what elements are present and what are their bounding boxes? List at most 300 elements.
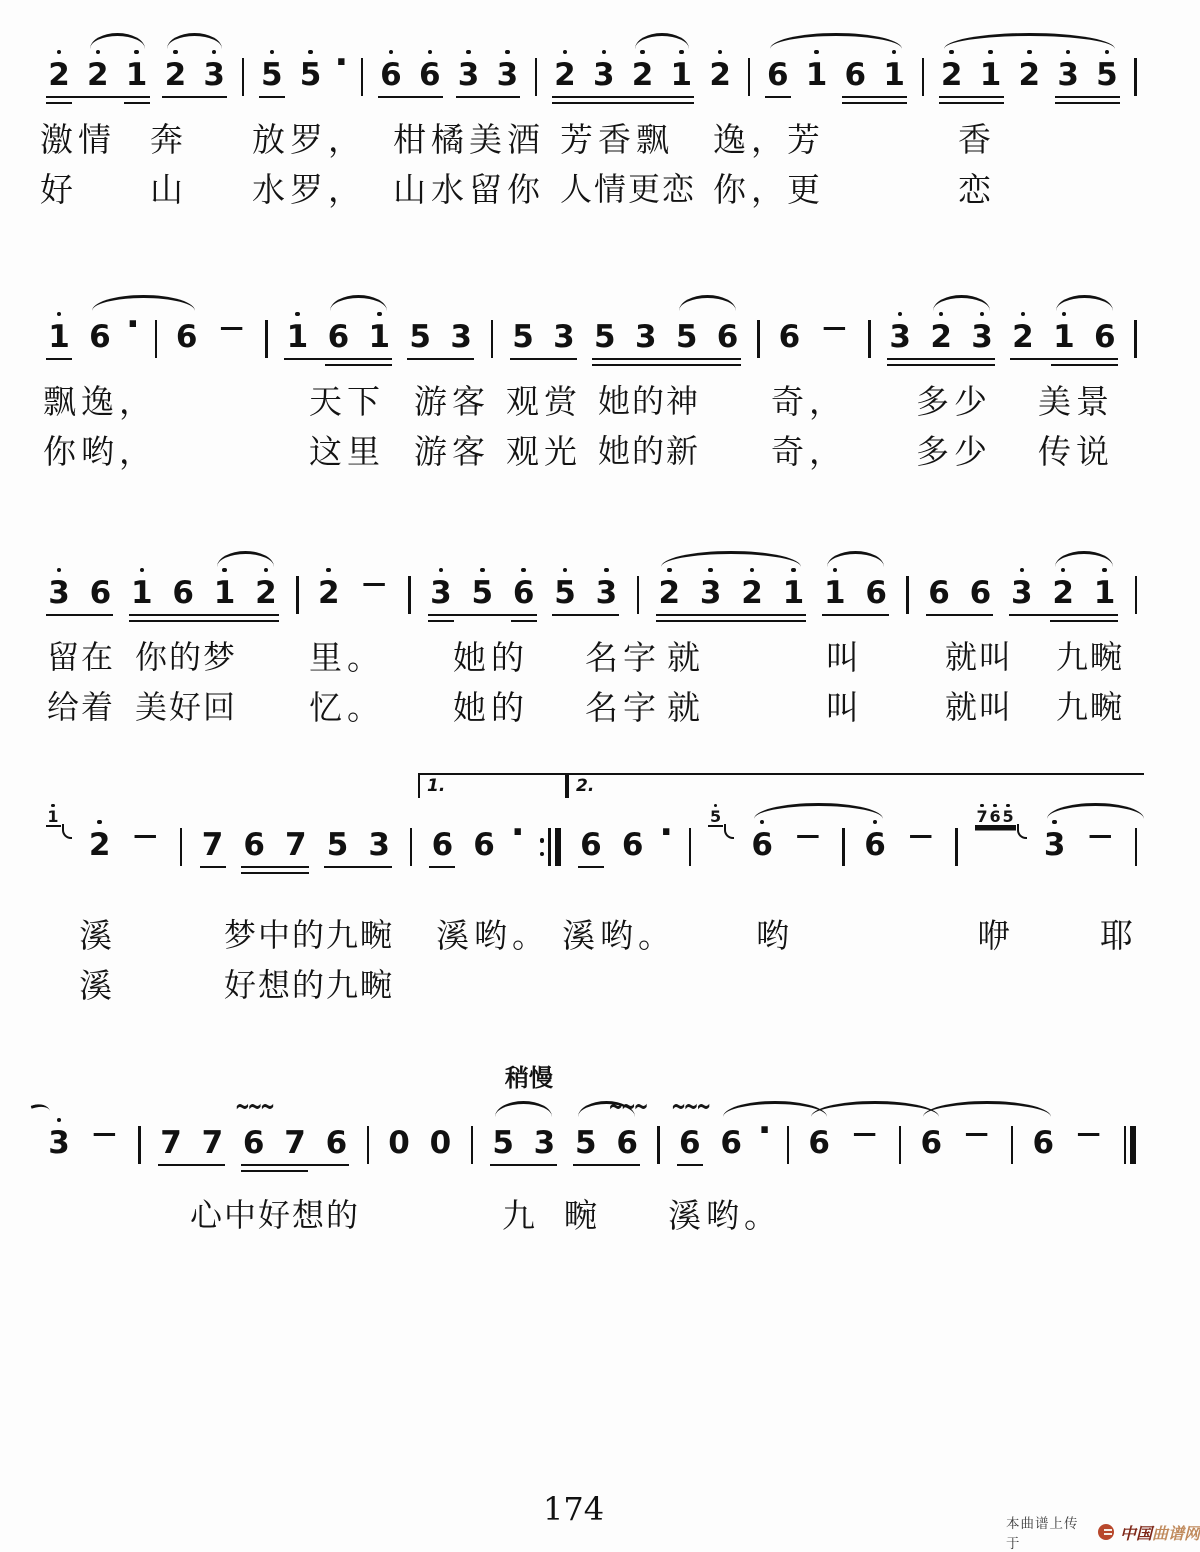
- lyric-syllable: 你，: [713, 170, 789, 209]
- octave-dot: [326, 568, 331, 573]
- beam-underline: [1050, 620, 1118, 622]
- octave-dot: [1027, 50, 1032, 55]
- grace-note-5: [1002, 802, 1015, 825]
- note-3-high: [427, 548, 455, 612]
- note-digit: 5: [512, 319, 534, 355]
- barline: [263, 292, 271, 358]
- note-digit: 5: [594, 319, 616, 355]
- note-digit: 2: [164, 57, 187, 93]
- barline-stroke: [296, 576, 299, 614]
- octave-dot: [949, 50, 954, 55]
- note-digit: 6: [844, 57, 867, 93]
- barline: [239, 30, 247, 96]
- octave-dot: [173, 50, 178, 55]
- repeat-wrap: [540, 828, 561, 866]
- beam-underline: [552, 614, 619, 616]
- lyric-syllable: 游客: [414, 432, 490, 471]
- barline-stroke: [748, 58, 751, 96]
- lyric-syllable: 你的梦: [135, 638, 238, 676]
- lyric-syllable: 美景: [1038, 382, 1114, 421]
- octave-dot: [389, 50, 394, 55]
- lyric-syllable: 游客: [414, 382, 490, 421]
- octave-dot: [604, 568, 609, 573]
- note-digit: 6: [778, 319, 801, 355]
- barline-stroke: [491, 320, 494, 358]
- lyric-syllable: 九畹: [1056, 688, 1125, 726]
- note-digit: 6: [621, 827, 644, 863]
- note-digit: 1: [48, 319, 70, 355]
- note-digit: 6: [431, 827, 454, 863]
- note-digit: 6: [243, 827, 265, 863]
- beam-underline: [241, 1164, 349, 1166]
- note-3: [550, 292, 578, 356]
- note-digit: 2: [1018, 57, 1041, 93]
- barline-stroke: [1134, 320, 1137, 358]
- octave-dot: [97, 820, 102, 825]
- lyric-line-2: [45, 960, 1140, 1005]
- page-number: 174: [543, 1490, 605, 1528]
- system-2: [43, 292, 1140, 471]
- beam-underline: [407, 358, 474, 360]
- note-6-high: [510, 548, 538, 612]
- beam-underline: [765, 96, 791, 98]
- lyric-syllable: 奇，: [771, 382, 847, 421]
- beam-underline: [428, 614, 537, 616]
- beam-underline: [1051, 364, 1118, 366]
- note-6: [322, 1098, 350, 1162]
- barline-stroke: [637, 576, 640, 614]
- duration-dash: [86, 1098, 122, 1150]
- lyric-syllable: 九: [502, 1196, 540, 1235]
- barline-stroke: [906, 576, 909, 614]
- note-digit: 3: [533, 1125, 556, 1161]
- octave-dot: [1102, 568, 1107, 573]
- lyric-syllable: 就: [667, 638, 705, 677]
- note-5-high: [258, 30, 286, 94]
- beam-underline: [939, 102, 1004, 104]
- barline-stroke: [535, 58, 538, 96]
- octave-dot: [57, 1118, 62, 1123]
- note-digit: 3: [457, 57, 480, 93]
- note-digit: 3: [1057, 57, 1079, 93]
- note-digit: 0: [388, 1125, 410, 1161]
- note-6: [428, 800, 456, 864]
- lyric-line-1: [40, 114, 1140, 159]
- note-digit: 3: [496, 57, 519, 93]
- note-digit: 1: [1053, 319, 1075, 355]
- music-line: [45, 1090, 1140, 1176]
- note-3-high: [45, 1098, 73, 1162]
- octave-dot: [1020, 568, 1025, 573]
- note-digit: 7: [284, 1125, 306, 1161]
- barline-stroke: [757, 320, 760, 358]
- note-digit: 3: [48, 1125, 70, 1161]
- site-name: [1120, 1521, 1200, 1544]
- octave-dot: [791, 568, 796, 573]
- duration-dash: [214, 292, 250, 344]
- note-digit: 5: [492, 1125, 514, 1161]
- note-digit: 5: [299, 57, 322, 93]
- barline: [532, 30, 540, 96]
- barline-stroke: [955, 828, 958, 866]
- note-digit: 6: [808, 1125, 830, 1161]
- volta-bracket-1: 1.: [418, 773, 567, 798]
- octave-dot: [466, 50, 471, 55]
- octave-dot: [814, 50, 819, 55]
- rest-note: [426, 1098, 454, 1162]
- note-3-high: [455, 30, 483, 94]
- note-digit: 6: [969, 575, 992, 611]
- music-line: [45, 292, 1140, 370]
- note-3: [447, 292, 475, 356]
- grace-tail: [62, 824, 72, 839]
- note-3-high: [1008, 548, 1036, 612]
- tempo-marking: 稍慢: [505, 1063, 553, 1092]
- note-digit: 3: [430, 575, 452, 611]
- barline-stroke: [361, 58, 364, 96]
- lyric-syllable: 美好回: [135, 688, 238, 726]
- grace-notes: [45, 800, 72, 839]
- beam-underline: [324, 866, 392, 868]
- beam-underline: [259, 96, 285, 98]
- lyric-syllable: 溪哟。: [562, 916, 676, 955]
- beam-underline: [456, 96, 520, 98]
- barline: [1132, 548, 1140, 614]
- barline: [358, 30, 366, 96]
- note-6: [169, 548, 197, 612]
- note-digit: 0: [429, 1125, 452, 1161]
- rest-note: [385, 1098, 413, 1162]
- final-barline: [1120, 1098, 1140, 1164]
- beam-underline: [241, 866, 309, 868]
- note-digit: 6: [418, 57, 441, 93]
- beam-underline: [129, 620, 279, 622]
- lyric-syllable: 溪: [79, 916, 117, 955]
- dot-glyph: ·: [126, 304, 140, 345]
- note-digit: 5: [554, 575, 576, 611]
- beam-underline: [842, 96, 907, 98]
- lyric-syllable: 水罗，: [252, 170, 366, 209]
- octave-dot: [1021, 312, 1026, 317]
- lyric-syllable: 忆。: [309, 688, 385, 727]
- barline-stroke: [367, 1126, 370, 1164]
- watermark: [1006, 1512, 1200, 1552]
- lyric-syllable: 溪: [79, 966, 117, 1005]
- dot-glyph: ·: [510, 812, 525, 853]
- dot-glyph: ·: [334, 42, 349, 83]
- note-7: [157, 1098, 185, 1162]
- beam-underline: [1055, 96, 1120, 98]
- grace-note-group: [708, 802, 723, 827]
- repeat-end-barline: [537, 800, 563, 866]
- beam-underline: [592, 364, 741, 366]
- note-digit: 7: [201, 1125, 224, 1161]
- note-digit: 6: [242, 1125, 265, 1161]
- barline-stroke: [1011, 1126, 1014, 1164]
- note-digit: 2: [631, 57, 654, 93]
- barline-stroke: [787, 1126, 790, 1164]
- duration-dash: [1071, 1098, 1107, 1150]
- duration-dash: [127, 800, 163, 852]
- barline: [1132, 292, 1140, 358]
- note-digit: 3: [1010, 575, 1033, 611]
- note-digit: 1: [782, 575, 805, 611]
- note-6: [234, 1090, 273, 1162]
- lyric-syllable: 好: [40, 170, 78, 209]
- note-digit: 2: [88, 827, 111, 863]
- note-digit: 2: [709, 57, 731, 93]
- note-digit: 1: [805, 57, 828, 93]
- lyric-syllable: 这里: [309, 432, 385, 471]
- note-digit: 7: [160, 1125, 182, 1161]
- beam-underline: [46, 614, 113, 616]
- octave-dot: [988, 50, 993, 55]
- note-5-high: [297, 30, 325, 94]
- lyric-syllable: 观赏: [506, 382, 582, 421]
- grace-note-5: [709, 802, 722, 825]
- lyric-syllable: 她的新: [598, 432, 701, 470]
- barline-stroke: [408, 576, 411, 614]
- note-digit: 3: [889, 319, 911, 355]
- lyric-syllable: 留在: [47, 638, 116, 676]
- note-6: [619, 800, 647, 864]
- note-digit: 6: [175, 319, 198, 355]
- note-5: [509, 292, 537, 356]
- note-6: [775, 292, 803, 356]
- music-line: [45, 776, 1140, 878]
- note-3-high: [590, 30, 618, 94]
- beam-underline: [887, 358, 995, 360]
- octave-dot: [750, 568, 755, 573]
- lyric-syllable: 激情: [40, 120, 116, 159]
- lyric-line-1: [45, 1190, 1140, 1235]
- barline-stroke: [265, 320, 268, 358]
- note-7: [199, 800, 227, 864]
- note-digit: 6: [766, 57, 789, 93]
- octave-dot: [57, 50, 62, 55]
- note-5: [591, 292, 619, 356]
- dash-glyph: —: [822, 313, 847, 341]
- barline: [407, 800, 415, 866]
- lyric-syllable: 传说: [1038, 432, 1114, 471]
- lyric-syllable: 山水留你: [393, 170, 545, 209]
- note-digit: 2: [1052, 575, 1074, 611]
- duration-dash: [903, 800, 939, 852]
- barline-stroke: [471, 1126, 474, 1164]
- system-3: [45, 548, 1140, 727]
- octave-dot: [667, 568, 672, 573]
- barline: [952, 800, 960, 866]
- note-digit: 6: [716, 319, 739, 355]
- octave-dot: [939, 312, 944, 317]
- repeat-dots: [540, 828, 545, 866]
- barline: [755, 292, 763, 358]
- trill-wave-icon: ~~~: [670, 1090, 709, 1123]
- lyric-syllable: 你哟，: [43, 432, 157, 471]
- beam-underline: [124, 102, 150, 104]
- note-digit: 5: [471, 575, 494, 611]
- note-digit: 1: [213, 575, 236, 611]
- beam-underline: [490, 1164, 557, 1166]
- augmentation-dot: [335, 30, 347, 82]
- octave-dot: [428, 50, 433, 55]
- lyric-syllable: 名字: [585, 688, 661, 727]
- beam-underline: [428, 620, 454, 622]
- note-digit: 3: [634, 319, 657, 355]
- note-digit: 6: [1094, 319, 1116, 355]
- note-digit: 5: [326, 827, 349, 863]
- repeat-dot: [540, 838, 545, 843]
- barline: [634, 548, 642, 614]
- beam-underline: [158, 1164, 225, 1166]
- lyric-syllable: 名字: [585, 638, 661, 677]
- octave-dot: [1052, 820, 1057, 825]
- barline-stroke: [1135, 576, 1138, 614]
- note-digit: 2: [930, 319, 952, 355]
- note-3-high: [886, 292, 914, 356]
- note-digit: 6: [920, 1125, 943, 1161]
- lyric-syllable: 耶: [1100, 916, 1138, 955]
- note-3-high: [592, 548, 620, 612]
- beam-underline: [842, 102, 907, 104]
- beam-underline: [241, 872, 309, 874]
- beam-underline: [241, 1170, 308, 1172]
- note-3-high: [493, 30, 521, 94]
- barline-stroke: [842, 828, 845, 866]
- note-digit: 1: [125, 57, 148, 93]
- note-2-high: [45, 30, 73, 94]
- grace-tail: [724, 824, 734, 839]
- falling-slide-icon: [31, 1101, 51, 1118]
- note-digit: 5: [575, 1125, 597, 1161]
- note-7: [282, 800, 310, 864]
- octave-dot: [892, 50, 897, 55]
- octave-dot: [898, 312, 903, 317]
- slur-arc: [944, 33, 1115, 49]
- grace-wrap: [46, 802, 72, 839]
- note-digit: 2: [317, 575, 340, 611]
- lyric-syllable: 山: [150, 170, 188, 209]
- beam-underline: [46, 96, 150, 98]
- octave-dot: [57, 568, 62, 573]
- beam-underline: [510, 358, 577, 360]
- note-3-high: [45, 548, 73, 612]
- octave-dot: [295, 312, 300, 317]
- lyric-syllable: 哟: [756, 916, 794, 955]
- site-name-dark: 中国: [1119, 1523, 1152, 1543]
- lyric-syllable: 就: [667, 688, 705, 727]
- lyric-syllable: 恋: [958, 170, 996, 209]
- barline: [1132, 30, 1140, 96]
- note-digit: 6: [89, 575, 112, 611]
- grace-digit: 6: [989, 807, 1001, 826]
- octave-dot: [1061, 568, 1066, 573]
- note-digit: 6: [751, 827, 773, 863]
- grace-wrap: [975, 802, 1027, 839]
- lyric-syllable: 奇，: [771, 432, 847, 471]
- octave-dot: [873, 820, 878, 825]
- dash-glyph: —: [1088, 821, 1113, 849]
- barline: [406, 548, 414, 614]
- barline-stroke: [689, 828, 692, 866]
- note-digit: 1: [130, 575, 153, 611]
- beam-underline: [429, 866, 455, 868]
- barline: [177, 800, 185, 866]
- augmentation-dot: [512, 800, 524, 852]
- note-digit: 6: [1032, 1125, 1055, 1161]
- note-digit: 6: [928, 575, 950, 611]
- note-5: [323, 800, 351, 864]
- note-1-high: [283, 292, 311, 356]
- beam-underline: [887, 364, 995, 366]
- barline: [468, 1098, 476, 1164]
- watermark-text: 本曲谱上传于: [1006, 1516, 1079, 1552]
- dot-glyph: ·: [757, 1110, 772, 1151]
- dash-glyph: —: [133, 821, 158, 849]
- octave-dot: [1066, 50, 1071, 55]
- lyric-syllable: 九畹: [1056, 638, 1125, 676]
- beam-underline: [200, 866, 226, 868]
- beam-underline: [46, 102, 72, 104]
- lyric-syllable: 香: [958, 120, 996, 159]
- beam-underline: [284, 358, 392, 360]
- note-digit: 3: [368, 827, 390, 863]
- lyric-syllable: 心中好想的: [190, 1196, 361, 1234]
- note-digit: 6: [679, 1125, 701, 1161]
- beam-underline: [1009, 614, 1118, 616]
- note-digit: 2: [255, 575, 277, 611]
- note-digit: 7: [285, 827, 307, 863]
- note-digit: 5: [260, 57, 283, 93]
- octave-dot: [718, 50, 723, 55]
- barline-stroke: [155, 320, 158, 358]
- note-digit: 1: [670, 57, 693, 93]
- lyric-line-1: [45, 910, 1140, 955]
- barline-stroke: [899, 1126, 902, 1164]
- thick-bar: [1130, 1126, 1136, 1164]
- note-digit: 6: [172, 575, 194, 611]
- note-digit: 5: [409, 319, 431, 355]
- dash-glyph: —: [852, 1119, 877, 1147]
- note-digit: 2: [48, 57, 70, 93]
- octave-dot: [222, 568, 227, 573]
- beam-underline: [378, 96, 443, 98]
- repeat-dot: [540, 852, 545, 857]
- barline-stroke: [138, 1126, 141, 1164]
- note-digit: 2: [87, 57, 109, 93]
- note-digit: 3: [1043, 827, 1066, 863]
- beam-underline: [592, 358, 741, 360]
- lyric-syllable: 给着: [47, 688, 116, 726]
- octave-dot: [760, 820, 765, 825]
- octave-dot: [679, 50, 684, 55]
- octave-dot: [270, 50, 275, 55]
- note-7: [198, 1098, 226, 1162]
- grace-digit: 5: [1002, 807, 1014, 826]
- note-digit: 6: [473, 827, 495, 863]
- octave-dot: [140, 568, 145, 573]
- trill-wave-icon: ~~~: [608, 1090, 647, 1123]
- volta-bracket-2: 2.: [567, 773, 1144, 798]
- note-digit: 6: [865, 575, 887, 611]
- duration-dash: [816, 292, 852, 344]
- dash-glyph: —: [219, 313, 244, 341]
- note-digit: 6: [89, 319, 111, 355]
- note-digit: 6: [720, 1125, 742, 1161]
- dash-glyph: —: [964, 1119, 989, 1147]
- lyric-syllable: 多少: [916, 432, 992, 471]
- note-3: [632, 292, 660, 356]
